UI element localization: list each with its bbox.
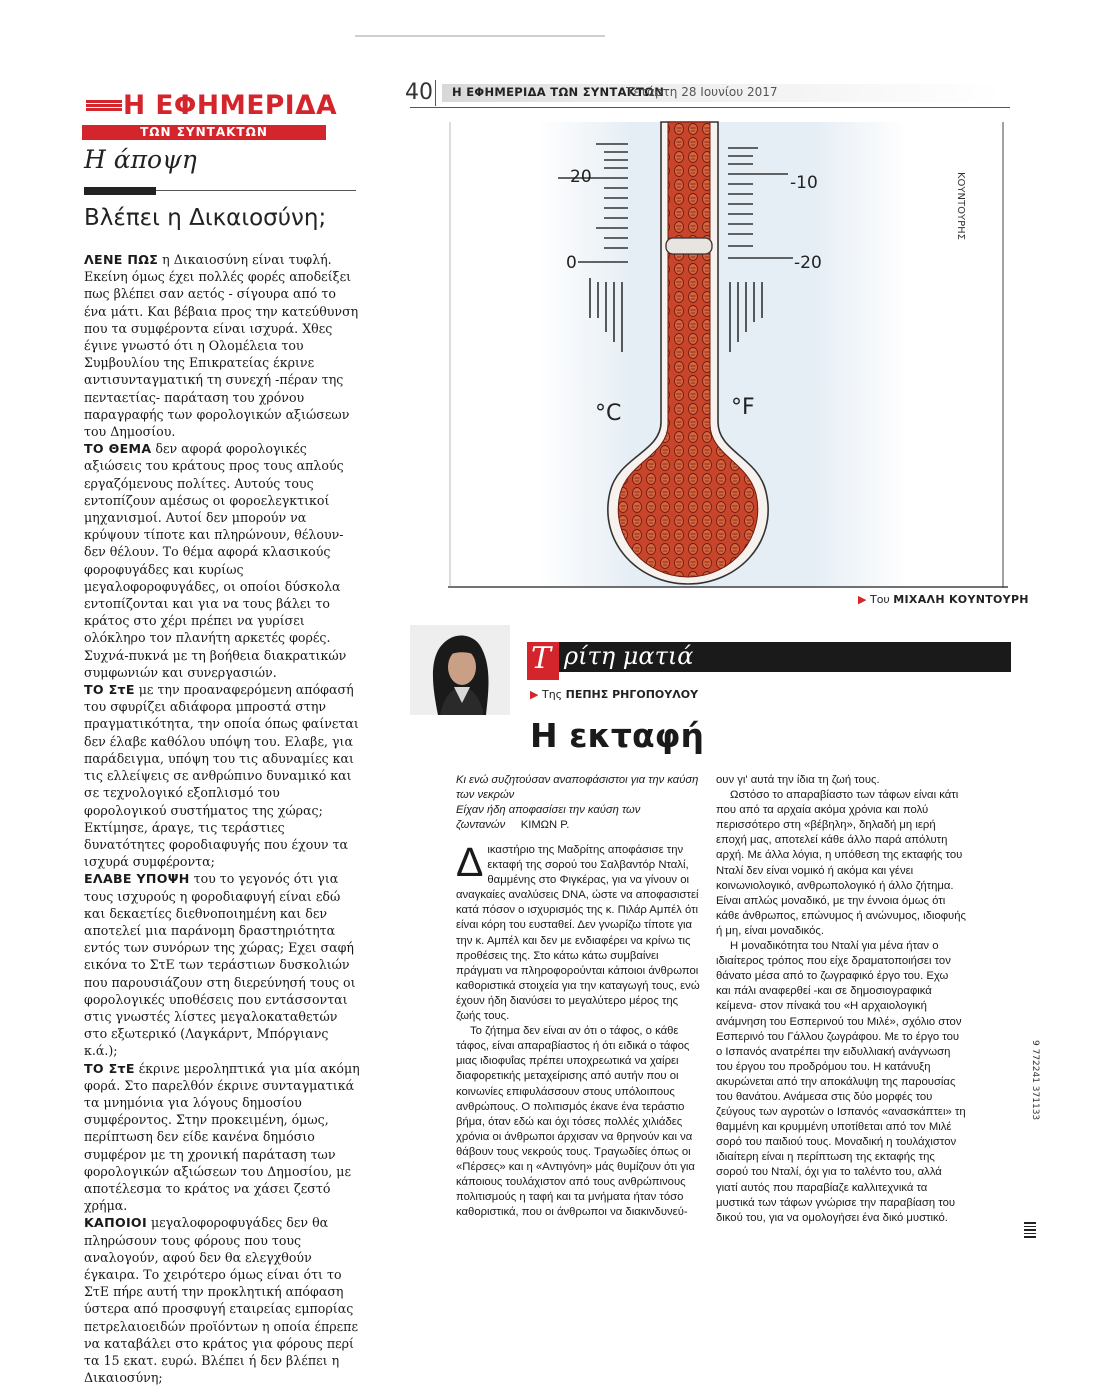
cartoon-credit	[858, 593, 1029, 606]
masthead-subtitle: ΤΩΝ ΣΥΝΤΑΚΤΩΝ	[82, 125, 326, 140]
barcode-number: 9 772241 371133	[1030, 1040, 1040, 1121]
column-paragraph: Δικαστήριο της Μαδρίτης αποφάσισε την εκταφή της σορού του Σαλβαντόρ Νταλί, θαμμένης στο Φιγκέρας, για να γίνουν οι αναγκαίες αναλύσεις DNA, ώστε να αποφασιστεί κατά πόσον ο ισχυρισμός της κ. Πιλάρ Αμπέλ ότι είναι κόρη του ευσταθεί. Δεν γνωρίζω τίποτε για την κ. Αμπέλ και δεν με ενδιαφέρει να κρίνω τις προθέσεις της. Στο κάτω κάτω συμβαίνει πράγματι να πληροφορούνται κάποιοι άνθρωποι καθοριστικά στοιχεία για την καταγωγή τους, ενώ έχουν ήδη διανύσει το μεγαλύτερο μέρος της ζωής τους.	[456, 839, 700, 1023]
fahrenheit-unit: °F	[731, 395, 755, 420]
paragraph-lead: ΛΕΝΕ ΠΩΣ	[84, 252, 159, 267]
credit-name: ΜΙΧΑΛΗ ΚΟΥΝΤΟΥΡΗ	[893, 593, 1029, 606]
header-divider	[435, 80, 436, 106]
epigraph-line: Είχαν ήδη αποφασίσει την καύση των ζωντανών ΚΙΜΩΝ Ρ.	[456, 804, 641, 831]
column-paragraph: Το ζήτημα δεν είναι αν ότι ο τάφος, ο κάθε τάφος, είναι απαραβίαστος ή ότι ειδικά ο τάφος μιας ιδιοφυΐας πρέπει υποχρεωτικά να χαίρει διαφορετικής μεταχείρισης από αυτήν που οι κοινωνίες επιφυλάσσουν στους υπόλοιπους ανθρώπους. Ο πολιτισμός έκανε ένα τεράστιο βήμα, όταν εδώ και όχι τόσες πολλές χιλιάδες χρόνια οι άνθρωποι άρχισαν να θρηνούν και να θάβουν τους νεκρούς τους. Τραγωδίες όπως οι «Πέρσες» και η «Αντιγόνη» μάς θυμίζουν ότι για κάποιους τουλάχιστον από τους ανθρώπινους πολιτισμούς η ταφή και τα μνήματα ήταν τόσο καθοριστικά, που οι άνθρωποι να διακινδυνεύ-	[456, 1025, 695, 1219]
celsius-label-0: 0	[566, 253, 577, 273]
header-paper-name: Η ΕΦΗΜΕΡΙΔΑ ΤΩΝ ΣΥΝΤΑΚΤΩΝ	[452, 85, 665, 99]
column-body-left	[456, 839, 704, 1220]
drop-cap: Δ	[456, 839, 484, 885]
editorial-paragraph	[84, 870, 362, 1059]
editorial-paragraph	[84, 251, 362, 440]
editorial-paragraph	[84, 1214, 362, 1386]
column-byline	[530, 688, 698, 701]
thermometer-ring	[666, 238, 712, 254]
fahrenheit-label-minus-20: -20	[794, 253, 822, 273]
celsius-unit: °C	[595, 401, 622, 426]
column-paragraph: Η μοναδικότητα του Νταλί για μένα ήταν ο ιδιαίτερος τρόπος που είχε δραματοποιήσει τον θάνατο μέσα από το ζωγραφικό έργο του. Εχω και πάλι αναφερθεί -και σε δημοσιογραφικά κείμενα- στον πίνακά του «Η αρχαιολογική ανάμνηση του Εσπερινού του Μιλέ», σχόλιο στον Εσπερινό του Γάλλου ζωγράφου. Με το έργο του ο Ισπανός ανατρέπει την ειδυλλιακή ανάγνωση του έργου του προδρόμου του. Η κατάνυξη ακυρώνεται από την αποκάλυψη της παρουσίας του θανάτου. Ανάμεσα στις δύο μορφές του ζεύγους των αγροτών ο Ισπανός «ανασκάπτει» τη θαμμένη και κρυμμένη υποτίθεται από τον Μιλέ σορό του παιδιού τους. Μοναδική η τουλάχιστον ιδιαίτερη είναι η περίπτωση της εκταφής της σορού του Νταλί, όχι για το ταλέντο του, αλλά γιατί αυτός που παραβίαζε καλλιτεχνικά τα μυστικά των τάφων γνώρισε την παραβίαση του δικού του, για να ομολογήσει ένα δικό μυστικό.	[716, 940, 966, 1224]
artist-signature: ΚΟΥΝΤΟΥΡΗΣ	[955, 172, 966, 240]
column-body-right	[716, 773, 966, 1226]
paragraph-text: δεν αφορά φορολογικές αξιώσεις του κράτους προς τους απλούς εργαζόμενους πολίτες. Αυτούς τους εντοπίζουν αμέσως οι φοροελεγκτικοί μηχανισμοί. Αυτοί δεν μπορούν να κρύψουν τίποτε και πληρώνουν, θέλουν-δεν θέλουν. Το θέμα αφορά κλασικούς φοροφυγάδες και κυρίως μεγαλοφοροφυγάδες, οι οποίοι δύσκολα εντοπίζονται και για να τους βάλει το κράτος στο χέρι πρέπει να γυρίσει ολόκληρο τον πλανήτη αρκετές φορές. Συχνά-πυκνά με τη βοήθεια διακρατικών συμφωνιών και συνεργασιών.	[84, 441, 347, 680]
paragraph-text: του το γεγονός ότι για τους ισχυρούς η φοροδιαφυγή είναι εδώ και δεκαετίες διεθνοποιημένη και δεν αποτελεί μια παράνομη δραστηριότητα εντός των συνόρων της χώρας; Εχει σαφή εικόνα το ΣτΕ των τεράστιων δυσκολιών που παρουσιάζουν στη διερεύνησή τους οι φορολογικές υποθέσεις που εντάσσονται στις γνωστές λίστες μεγαλοκαταθετών στο εξωτερικό (Λαγκάρντ, Μπόργιανς κ.ά.);	[84, 871, 356, 1059]
thermometer-cartoon	[448, 122, 1008, 588]
editorial-body	[84, 251, 362, 1386]
barcode	[1022, 1040, 1038, 1240]
fahrenheit-label-minus-10: -10	[790, 173, 818, 193]
editorial-paragraph	[84, 681, 362, 870]
byline-name: ΠΕΠΗΣ ΡΗΓΟΠΟΥΛΟΥ	[565, 688, 699, 701]
credit-prefix: Του	[869, 593, 890, 606]
triangle-icon: ▶	[530, 688, 539, 701]
section-label: Η άποψη	[84, 145, 197, 174]
editorial-paragraph	[84, 1060, 362, 1215]
column-paragraph: ουν γι' αυτά την ίδια τη ζωή τους.	[716, 774, 880, 786]
paragraph-lead: ΤΟ ΣτΕ	[84, 682, 135, 698]
scan-artifact-line	[355, 35, 605, 37]
editorial-headline: Βλέπει η Δικαιοσύνη;	[84, 205, 327, 231]
column-headline: Η εκταφή	[530, 716, 704, 755]
section-rule-thin	[156, 190, 356, 191]
paragraph-lead: ΚΑΠΟΙΟΙ	[84, 1215, 147, 1231]
triangle-icon: ▶	[858, 593, 867, 606]
masthead-stripes-icon	[86, 100, 122, 114]
author-photo	[410, 625, 510, 715]
paragraph-lead: ΕΛΑΒΕ ΥΠΟΨΗ	[84, 871, 190, 887]
epigraph-line: Κι ενώ συζητούσαν αναποφάσιστοι για την καύση των νεκρών	[456, 774, 699, 801]
section-rule	[84, 187, 156, 195]
editorial-paragraph	[84, 440, 362, 681]
column-title: ρίτη ματιά	[564, 642, 694, 670]
epigraph-author: ΚΙΜΩΝ Ρ.	[520, 819, 570, 831]
celsius-label-20: 20	[570, 167, 592, 187]
paragraph-text: με την προαναφερόμενη απόφασή του σφυρίζει αδιάφορα μπροστά στην πραγματικότητα, την οποία όπως φαίνεται δεν έλαβε καθόλου υπόψη του. Ελαβε, για παράδειγμα, υπόψη του τις αδυναμίες και τις ελλείψεις σε ανθρώπινο δυναμικό και σε τεχνολογικό εξοπλισμό του φορολογικού συστήματος της χώρας; Εκτίμησε, άραγε, τις τεράστιες δυνατότητες φοροδιαφυγής που έχουν τα ισχυρά συμφέροντα;	[84, 682, 359, 870]
column-paragraph: Ωστόσο το απαραβίαστο των τάφων είναι κάτι που από τα αρχαία ακόμα χρόνια και πολύ περισσότερο στη «βέβηλη», δηλαδή μη ιερή εποχή μας, αποτελεί κάθε άλλο παρά απόλυτη αρχή. Με άλλα λόγια, η υπόθεση της εκταφής του Νταλί δεν είναι νομικό ή ακόμα και γένει κοινωνιολογικό, ανθρωπολογικό ή άλλο ζήτημα. Είναι απλώς μοναδικό, με την έννοια όμως ότι κάθε άνθρωπος, επώνυμος ή ανώνυμος, ιδιοφυής ή μη, είναι μοναδικός.	[716, 789, 966, 937]
epigraph	[456, 773, 702, 833]
byline-prefix: Της	[541, 688, 563, 701]
paragraph-text: η Δικαιοσύνη είναι τυφλή. Εκείνη όμως έχει πολλές φορές αποδείξει πως βλέπει σαν αετός - σίγουρα από το ένα μάτι. Και βέβαια προς την κατεύθυνση που τα συμφέροντα είναι ισχυρά. Χθες έγινε γνωστό ότι η Ολομέλεια του Συμβουλίου της Επικρατείας έκρινε αντισυνταγματική τη συνεχή -πέραν της πενταετίας- παράταση του χρόνου παραγραφής των φορολογικών αξιώσεων του Δημοσίου.	[84, 252, 359, 440]
paragraph-lead: ΤΟ ΣτΕ	[84, 1060, 135, 1076]
paragraph-text: έκρινε μεροληπτικά για μία ακόμη φορά. Στο παρελθόν έκρινε συνταγματικά τα μνημόνια για λόγους δημοσίου συμφέροντος. Στην προκειμένη, όμως, περίπτωση δεν είδε κανένα δημόσιο συμφέρον με τη χρονική παράταση των φορολογικών αξιώσεων του Δημοσίου, με αποτέλεσμα το κράτος να χάσει ζεστό χρήμα.	[84, 1060, 360, 1214]
header-date: Τετάρτη 28 Ιουνίου 2017	[626, 85, 778, 99]
header-rule	[410, 107, 1010, 108]
column-title-initial: Τ	[531, 641, 552, 676]
paragraph-text: μεγαλοφοροφυγάδες δεν θα πληρώσουν τους φόρους που τους αναλογούν, αφού δεν θα ελεγχθούν έγκαιρα. Το χειρότερο όμως είναι ότι το ΣτΕ πήρε αυτή την προκλητική απόφαση ύστερα από προσφυγή εταιρείας εμπορίας πετρελαιοειδών προϊόντων η οποία έπρεπε να καταβάλει στο κράτος για φόρους περί τα 15 εκατ. ευρώ. Βλέπει ή δεν βλέπει η Δικαιοσύνη;	[84, 1215, 358, 1386]
masthead-title: Η ΕΦΗΜΕΡΙΔΑ	[123, 90, 338, 121]
paragraph-lead: ΤΟ ΘΕΜΑ	[84, 441, 152, 457]
page-number: 40	[405, 80, 433, 105]
